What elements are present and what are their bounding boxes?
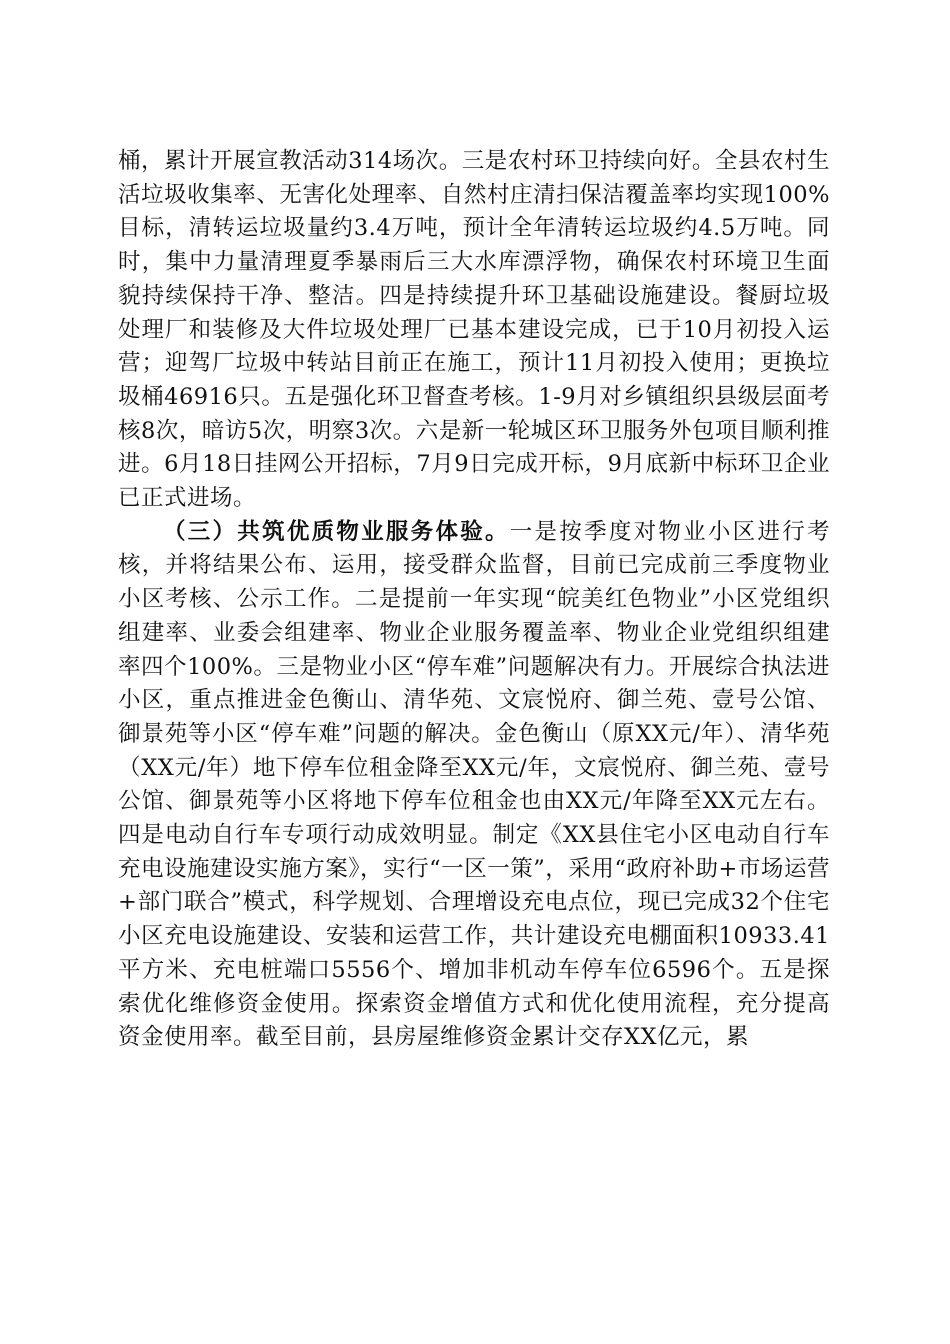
section-heading: （三）共筑优质物业服务体验。: [163, 518, 510, 545]
paragraph-text: 一是按季度对物业小区进行考核，并将结果公布、运用，接受群众监督，目前已完成前三季度物业小区考核、公示工作。二是提前一年实现“皖美红色物业”小区党组织组建率、业委会组建率、物业企业服务覆盖率、物业企业党组织组建率四个100%。三是物业小区“停车难”问题解决有力。开展综合执法进小区，重点推进金色衡山、清华苑、文宸悦府、御兰苑、壹号公馆、御景苑等小区“停车难”问题的解决。金色衡山（原XX元/年）、清华苑（XX元/年）地下停车位租金降至XX元/年，文宸悦府、御兰苑、壹号公馆、御景苑等小区将地下停车位租金也由XX元/年降至XX元左右。四是电动自行车专项行动成效明显。制定《XX县住宅小区电动自行车充电设施建设实施方案》，实行“一区一策”，采用“政府补助+市场运营+部门联合”模式，科学规划、合理增设充电点位，现已完成32个住宅小区充电设施建设、安装和运营工作，共计建设充电棚面积10933.41平方米、充电桩端口5556个、增加非机动车停车位6596个。五是探索优化维修资金使用。探索资金增值方式和优化使用流程，充分提高资金使用率。截至目前，县房屋维修资金累计交存XX亿元，累: [118, 518, 830, 1051]
paragraph-property-services: [118, 516, 830, 1055]
paragraph-text: 桶，累计开展宣教活动314场次。三是农村环卫持续向好。全县农村生活垃圾收集率、无害化处理率、自然村庄清扫保洁覆盖率均实现100%目标，清转运垃圾量约3.4万吨，预计全年清转运垃圾约4.5万吨。同时，集中力量清理夏季暴雨后三大水库漂浮物，确保农村环境卫生面貌持续保持干净、整洁。四是持续提升环卫基础设施建设。餐厨垃圾处理厂和装修及大件垃圾处理厂已基本建设完成，已于10月初投入运营；迎驾厂垃圾中转站目前正在施工，预计11月初投入使用；更换垃圾桶46916只。五是强化环卫督查考核。1-9月对乡镇组织县级层面考核8次，暗访5次，明察3次。六是新一轮城区环卫服务外包项目顺利推进。6月18日挂网公开招标，7月9日完成开标，9月底新中标环卫企业已正式进场。: [118, 148, 830, 512]
body-text: [118, 145, 830, 1055]
paragraph-environment-sanitation: [118, 145, 830, 516]
